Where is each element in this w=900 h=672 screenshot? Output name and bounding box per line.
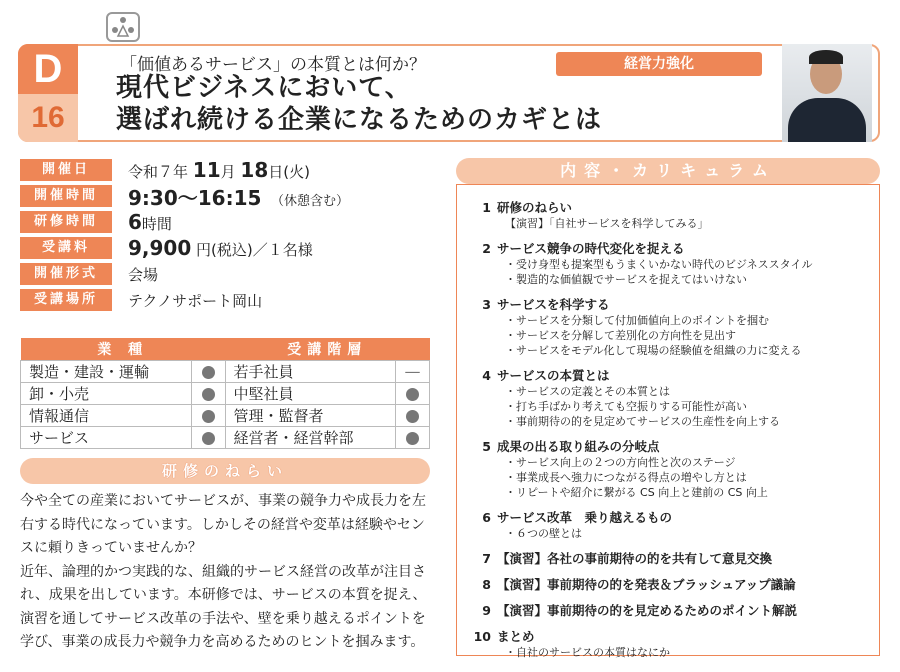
info-value-fee: 9,900 円(税込)／１名様 — [128, 236, 313, 260]
curriculum-item-number: 10 — [473, 629, 491, 644]
filled-circle-icon — [406, 388, 419, 401]
info-row-format — [20, 262, 349, 286]
curriculum-item-text: 【演習】各社の事前期待の的を共有して意見交換 — [497, 551, 773, 566]
grid-level-mark — [396, 404, 430, 426]
title-line-1: 現代ビジネスにおいて、 — [116, 73, 412, 103]
grid-row — [21, 426, 430, 448]
curriculum-item-text: サービス改革 乗り越えるもの — [497, 510, 673, 525]
curriculum-item — [471, 602, 879, 619]
grid-level-cell: 中堅社員 — [225, 382, 396, 404]
aim-text — [20, 490, 432, 655]
curriculum-item-title — [471, 296, 879, 313]
curriculum-item-text: サービスを科学する — [497, 297, 610, 312]
category-badge: 経営力強化 — [556, 52, 762, 76]
curriculum-item — [471, 509, 879, 541]
curriculum-subitem: ・打ち手ばかり考えても空振りする可能性が高い — [505, 400, 747, 413]
grid-industry-cell: 卸・小売 — [21, 382, 192, 404]
grid-industry-cell: 製造・建設・運輸 — [21, 360, 192, 382]
info-value-venue: テクノサポート岡山 — [128, 291, 263, 310]
curriculum-subitem: ・サービスを分解して差別化の方向性を見出す — [505, 329, 736, 342]
curriculum-item-text: サービスの本質とは — [497, 368, 610, 383]
curriculum-item-number: 5 — [482, 439, 491, 454]
curriculum-item-number: 2 — [482, 241, 491, 256]
curriculum-item-number: 9 — [482, 603, 491, 618]
grid-industry-cell: 情報通信 — [21, 404, 192, 426]
info-label: 開催形式 — [20, 263, 112, 285]
curriculum-item-title — [471, 240, 879, 257]
curriculum-item-title — [471, 509, 879, 526]
curriculum-subitem: ・受け身型も提案型もうまくいかない時代のビジネススタイル — [505, 258, 813, 271]
curriculum-subitem: ・６つの壁とは — [505, 527, 582, 540]
info-row-date — [20, 158, 349, 182]
curriculum-item-text: 【演習】事前期待の的を発表＆ブラッシュアップ議論 — [497, 577, 796, 592]
course-code-number: 16 — [18, 94, 78, 142]
curriculum-item — [471, 199, 879, 231]
curriculum-item-number: 6 — [482, 510, 491, 525]
info-value-date: 令和７年 11月 18日(火) — [128, 158, 310, 182]
curriculum-item-number: 4 — [482, 368, 491, 383]
curriculum-item-title — [471, 576, 879, 593]
curriculum-subitem: ・事業成長へ強力につながる得点の増やし方とは — [505, 471, 747, 484]
curriculum-item — [471, 550, 879, 567]
grid-row — [21, 404, 430, 426]
curriculum-item-number: 8 — [482, 577, 491, 592]
aim-paragraph-1: 今や全ての産業においてサービスが、事業の競争力や成長力を左右する時代になっています。しかしその経営や変革は経験やセンスに頼りきっていませんか？ — [20, 493, 426, 556]
info-row-time — [20, 184, 349, 208]
grid-header-level: 受講階層 — [225, 338, 430, 360]
curriculum-subitem: ・製造的な価値観でサービスを捉えてはいけない — [505, 273, 747, 286]
curriculum-subitem: ・事前期待の的を見定めてサービスの生産性を向上する — [505, 415, 780, 428]
info-label: 開催日 — [20, 159, 112, 181]
grid-industry-mark — [191, 426, 225, 448]
grid-row — [21, 382, 430, 404]
page-subtitle: 「価値あるサービス」の本質とは何か？ — [120, 55, 426, 75]
page-title — [116, 72, 602, 136]
grid-level-cell: 経営者・経営幹部 — [225, 426, 396, 448]
info-label: 開催時間 — [20, 185, 112, 207]
info-label: 研修時間 — [20, 211, 112, 233]
curriculum-item-title — [471, 602, 879, 619]
curriculum-item-number: 3 — [482, 297, 491, 312]
aim-paragraph-2: 近年、論理的かつ実践的な、組織的サービス経営の改革が注目され、成果を出しています。本研修では、サービスの本質を捉え、演習を通してサービス改革の手法や、壁を乗り越えるポイントを学び、事業の成長力や競争力を高めるためのヒントを掴みます。 — [20, 563, 427, 650]
info-table — [20, 158, 349, 314]
curriculum-subitem: ・サービスをモデル化して現場の経験値を組織の力に変える — [505, 344, 802, 357]
curriculum-item — [471, 576, 879, 593]
aim-heading: 研修のねらい — [20, 458, 430, 484]
grid-industry-cell: サービス — [21, 426, 192, 448]
curriculum-box — [456, 184, 880, 659]
title-line-2: 選ばれ続ける企業になるためのカギとは — [116, 105, 603, 135]
filled-circle-icon — [202, 388, 215, 401]
info-row-hours — [20, 210, 349, 234]
curriculum-item-title — [471, 550, 879, 567]
info-row-fee — [20, 236, 349, 260]
info-label: 受講場所 — [20, 289, 112, 311]
curriculum-item-title — [471, 199, 879, 216]
course-code-letter: D — [18, 44, 78, 94]
curriculum-item-number: 7 — [482, 551, 491, 566]
curriculum-item — [471, 438, 879, 500]
info-value-hours: 6時間 — [128, 210, 172, 234]
people-group-icon — [106, 12, 140, 42]
filled-circle-icon — [202, 366, 215, 379]
curriculum-item-text: 成果の出る取り組みの分岐点 — [497, 439, 660, 454]
curriculum-subitem: ・サービスの定義とその本質とは — [505, 385, 670, 398]
grid-industry-mark — [191, 404, 225, 426]
curriculum-subitem: ・リピートや紹介に繋がる CS 向上と建前の CS 向上 — [505, 486, 768, 499]
filled-circle-icon — [406, 432, 419, 445]
filled-circle-icon — [202, 410, 215, 423]
curriculum-item-text: サービス競争の時代変化を捉える — [497, 241, 685, 256]
grid-header-industry: 業 種 — [21, 338, 226, 360]
curriculum-item-title — [471, 628, 879, 645]
curriculum-subitem: ・サービス向上の２つの方向性と次のステージ — [505, 456, 736, 469]
info-row-venue — [20, 288, 349, 312]
curriculum-item — [471, 367, 879, 429]
instructor-photo — [782, 44, 872, 142]
curriculum-subitem: ・自社のサービスの本質はなにか — [505, 646, 670, 659]
curriculum-item-title — [471, 438, 879, 455]
grid-level-mark: — — [396, 360, 430, 382]
filled-circle-icon — [202, 432, 215, 445]
curriculum-item-text: 【演習】事前期待の的を見定めるためのポイント解説 — [497, 603, 798, 618]
filled-circle-icon — [406, 410, 419, 423]
info-value-time: 9:30～16:15 （休憩含む） — [128, 185, 349, 210]
grid-row — [21, 360, 430, 382]
curriculum-subitem: ・サービスを分類して付加価値向上のポイントを掴む — [505, 314, 769, 327]
curriculum-item-number: 1 — [482, 200, 491, 215]
grid-industry-mark — [191, 360, 225, 382]
grid-level-cell: 管理・監督者 — [225, 404, 396, 426]
grid-level-mark — [396, 426, 430, 448]
target-grid — [20, 338, 430, 449]
curriculum-item-text: まとめ — [497, 629, 535, 644]
curriculum-item — [471, 296, 879, 358]
curriculum-item — [471, 240, 879, 287]
curriculum-item-title — [471, 367, 879, 384]
curriculum-subitem: 【演習】「自社サービスを科学してみる」 — [505, 217, 709, 230]
course-code — [18, 44, 78, 142]
info-value-format: 会場 — [128, 265, 159, 284]
grid-level-cell: 若手社員 — [225, 360, 396, 382]
grid-level-mark — [396, 382, 430, 404]
curriculum-heading: 内容・カリキュラム — [456, 158, 880, 184]
curriculum-item — [471, 628, 879, 660]
grid-industry-mark — [191, 382, 225, 404]
info-label: 受講料 — [20, 237, 112, 259]
curriculum-item-text: 研修のねらい — [497, 200, 573, 215]
